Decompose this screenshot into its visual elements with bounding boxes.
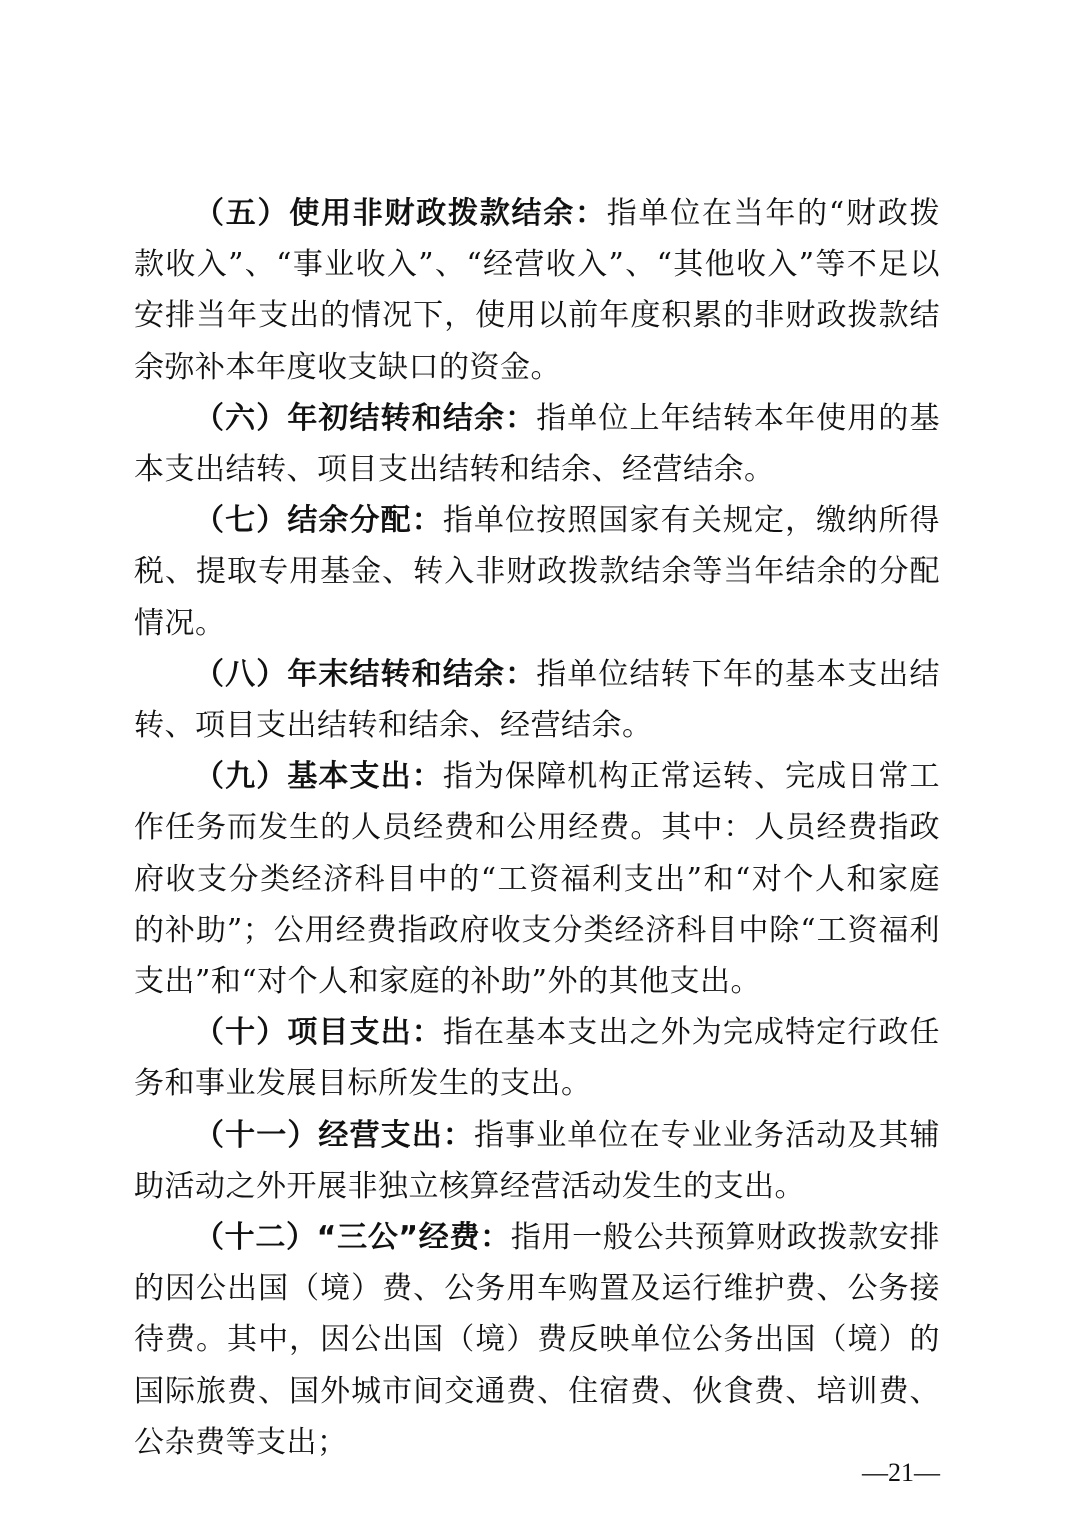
paragraph-9	[134, 751, 940, 1007]
paragraph-12	[134, 1212, 940, 1468]
page-number: —21—	[862, 1458, 940, 1487]
definition-7: 指单位按照国家有关规定，缴纳所得税、提取专用基金、转入非财政拨款结余等当年结余的分配情况。	[134, 503, 941, 641]
definition-6: 指单位上年结转本年使用的基本支出结转、项目支出结转和结余、经营结余。	[134, 400, 941, 488]
paragraph-6	[134, 393, 940, 495]
paragraph-8	[134, 649, 940, 751]
term-6: （六）年初结转和结余：	[194, 400, 537, 436]
definition-12: 指用一般公共预算财政拨款安排的因公出国（境）费、公务用车购置及运行维护费、公务接待费。其中，因公出国（境）费反映单位公务出国（境）的国际旅费、国外城市间交通费、住宿费、伙食费、培训费、公杂费等支出；	[134, 1220, 940, 1460]
term-5: （五）使用非财政拨款结余：	[194, 196, 607, 231]
term-12: （十二）“三公”经费：	[194, 1220, 511, 1256]
document-body	[134, 188, 940, 1468]
definition-8: 指单位结转下年的基本支出结转、项目支出结转和结余、经营结余。	[134, 656, 941, 744]
paragraph-10	[134, 1007, 940, 1109]
paragraph-7	[134, 495, 940, 649]
term-11: （十一）经营支出：	[194, 1117, 474, 1153]
term-8: （八）年末结转和结余：	[194, 656, 537, 692]
definition-9: 指为保障机构正常运转、完成日常工作任务而发生的人员经费和公用经费。其中：人员经费指政府收支分类经济科目中的“工资福利支出”和“对个人和家庭的补助”；公用经费指政府收支分类经济科目中除“工资福利支出”和“对个人和家庭的补助”外的其他支出。	[134, 759, 941, 1000]
definition-10: 指在基本支出之外为完成特定行政任务和事业发展目标所发生的支出。	[134, 1015, 941, 1102]
paragraph-11	[134, 1110, 940, 1212]
definition-5: 指单位在当年的“财政拨款收入”、“事业收入”、“经营收入”、“其他收入”等不足以安排当年支出的情况下，使用以前年度积累的非财政拨款结余弥补本年度收支缺口的资金。	[134, 196, 940, 385]
term-9: （九）基本支出：	[194, 759, 443, 795]
definition-11: 指事业单位在专业业务活动及其辅助活动之外开展非独立核算经营活动发生的支出。	[134, 1117, 941, 1204]
term-10: （十）项目支出：	[194, 1015, 443, 1051]
term-7: （七）结余分配：	[194, 503, 443, 539]
paragraph-5	[134, 188, 940, 393]
